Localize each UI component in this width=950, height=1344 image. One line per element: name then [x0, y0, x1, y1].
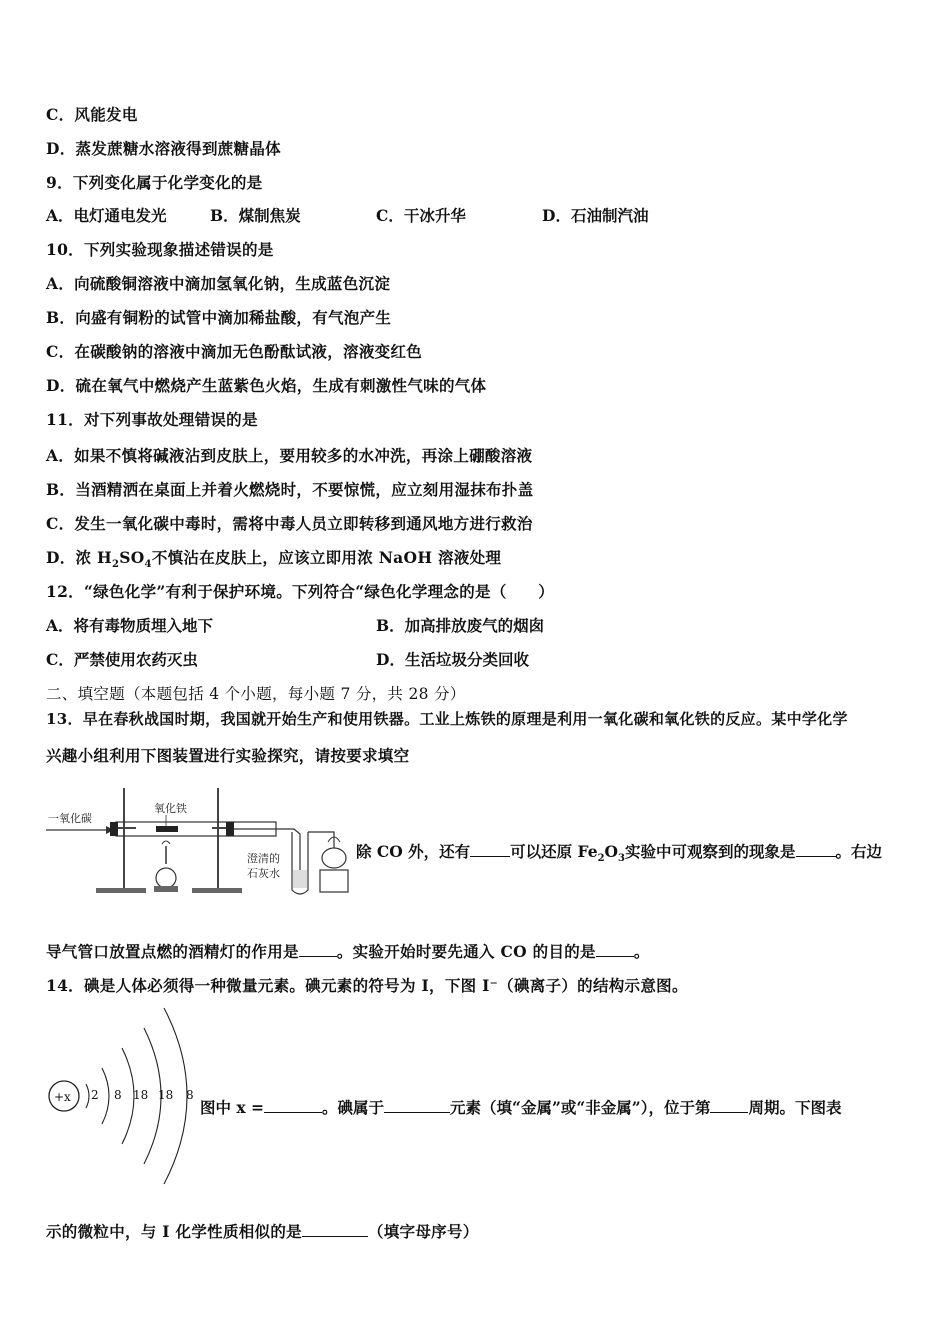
section-2-heading: 二、填空题（本题包括 4 个小题，每小题 7 分，共 28 分） [46, 685, 466, 703]
shell-electron-count: 2 [91, 1088, 99, 1102]
right-alcohol-burner [322, 848, 346, 868]
shell-electron-count: 18 [133, 1088, 149, 1102]
stand-base-1 [96, 888, 146, 893]
q12-option-d: D．生活垃圾分类回收 [376, 650, 529, 669]
stand-base-2 [192, 888, 242, 893]
question-13-line2: 兴趣小组利用下图装置进行实验探究，请按要求填空 [46, 746, 410, 765]
q9-option-c: C．干冰升华 [376, 206, 466, 225]
question-12: 12．“绿色化学”有利于保护环境。下列符合“绿色化学理念的是（ ） [46, 582, 555, 601]
q12-option-b: B．加高排放废气的烟囱 [376, 616, 545, 635]
question-14-line2: 示的微粒中，与 I 化学性质相似的是 （填字母序号） [46, 1222, 479, 1241]
nucleus-charge: +x [54, 1090, 71, 1104]
lime-water-label-2: 石灰水 [247, 867, 280, 880]
question-11: 11．对下列事故处理错误的是 [46, 410, 258, 429]
iron-reduction-apparatus-diagram [44, 782, 354, 900]
q10-option-d: D．硫在氧气中燃烧产生蓝紫色火焰，生成有刺激性气味的气体 [46, 376, 487, 395]
q14-side-text: 图中 x = 。碘属于 元素（填“金属”或“非金属”），位于第 周期。下图表 [200, 1098, 842, 1117]
q12-option-c: C．严禁使用农药灭虫 [46, 650, 198, 669]
fe2o3-label: 氧化铁 [154, 802, 187, 815]
co-label: 一氧化碳 [48, 812, 92, 825]
q9-option-b: B．煤制焦炭 [210, 206, 301, 225]
q11-option-a: A．如果不慎将碱液沾到皮肤上，要用较多的水冲洗，再涂上硼酸溶液 [46, 446, 533, 465]
burner-stand [320, 870, 348, 892]
q9-option-d: D．石油制汽油 [542, 206, 649, 225]
iodide-ion-structure-diagram [44, 1000, 200, 1190]
q10-option-c: C．在碳酸钠的溶液中滴加无色酚酞试液，溶液变红色 [46, 342, 423, 361]
q11-option-b: B．当酒精洒在桌面上并着火燃烧时，不要惊慌，应立刻用湿抹布扑盖 [46, 480, 534, 499]
alcohol-burner [156, 868, 176, 888]
q13-side-text: 除 CO 外，还有 可以还原 $Fe_2O_3$实验中可观察到的现象是 。右边 [356, 842, 883, 865]
shell-electron-count: 18 [158, 1088, 174, 1102]
question-10: 10．下列实验现象描述错误的是 [46, 240, 274, 259]
iron-oxide-sample [156, 826, 178, 832]
question-9: 9．下列变化属于化学变化的是 [46, 173, 263, 192]
q10-option-a: A．向硫酸铜溶液中滴加氢氧化钠，生成蓝色沉淀 [46, 274, 391, 293]
shell-electron-count: 8 [114, 1088, 122, 1102]
q12-option-a: A．将有毒物质埋入地下 [46, 616, 214, 635]
q11-option-c: C．发生一氧化碳中毒时，需将中毒人员立即转移到通风地方进行救治 [46, 514, 533, 533]
lime-water-label-1: 澄清的 [247, 852, 280, 865]
shell-electron-count: 8 [186, 1088, 194, 1102]
question-14: 14．碘是人体必须得一种微量元素。碘元素的符号为 I，下图 I⁻（碘离子）的结构示意图。 [46, 976, 688, 995]
q11-option-d: D．浓 $H_2SO_4$不慎沾在皮肤上，应该立即用浓 NaOH 溶液处理 [46, 548, 502, 571]
option-c-wind: C．风能发电 [46, 105, 138, 124]
option-d-evaporation: D．蒸发蔗糖水溶液得到蔗糖晶体 [46, 139, 281, 158]
q10-option-b: B．向盛有铜粉的试管中滴加稀盐酸，有气泡产生 [46, 308, 392, 327]
burner-flame [162, 841, 170, 844]
question-13-line3: 导气管口放置点燃的酒精灯的作用是 。实验开始时要先通入 CO 的目的是 。 [46, 942, 650, 961]
electron-shell-arc [86, 1084, 89, 1108]
q9-option-a: A．电灯通电发光 [46, 206, 167, 225]
electron-shell-arc [102, 1068, 109, 1124]
question-13-line1: 13．早在春秋战国时期，我国就开始生产和使用铁器。工业上炼铁的原理是利用一氧化碳和氧化铁的反应。某中学化学 [46, 710, 848, 728]
